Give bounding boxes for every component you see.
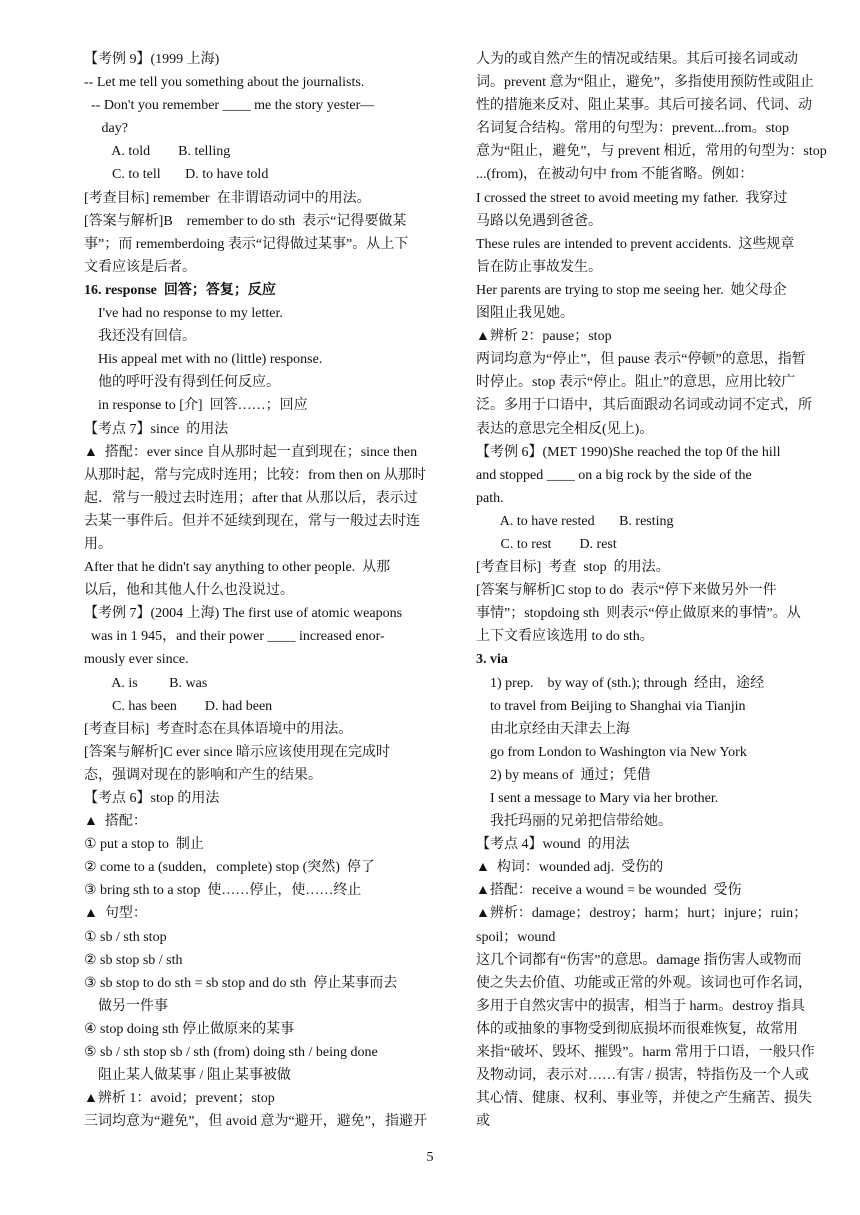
text-line: go from London to Washington via New York bbox=[476, 744, 747, 760]
text-line: ② sb stop sb / sth bbox=[84, 952, 183, 968]
text-line: 态，强调对现在的影响和产生的结果。 bbox=[84, 767, 322, 783]
text-line: ⑤ sb / sth stop sb / sth (from) doing sth / being done bbox=[84, 1045, 378, 1061]
text-line: 表达的意思完全相反(见上)。 bbox=[476, 421, 654, 437]
text-line: was in 1 945，and their power ____ increased enor- bbox=[84, 629, 385, 645]
text-line: C. to rest D. rest bbox=[476, 536, 617, 552]
text-line: 三词均意为“避免”，但 avoid 意为“避开，避免”，指避开 bbox=[84, 1114, 427, 1130]
text-line: ③ sb stop to do sth = sb stop and do sth 停止某事而去 bbox=[84, 975, 398, 991]
text-line: 名词复合结构。常用的句型为：prevent...from。stop bbox=[476, 121, 790, 137]
text-line: 16. response 回答；答复；反应 bbox=[84, 282, 276, 298]
page-number: 5 bbox=[426, 1150, 434, 1165]
text-line: 文看应该是后者。 bbox=[84, 259, 196, 275]
text-line: A. is B. was bbox=[84, 675, 208, 691]
text-line: 上下文看应该选用 to do sth。 bbox=[476, 629, 654, 645]
text-line: I've had no response to my letter. bbox=[84, 306, 283, 322]
text-line: 3. via bbox=[476, 652, 508, 668]
text-line: 做另一件事 bbox=[84, 998, 168, 1014]
text-line: to travel from Beijing to Shanghai via Tianjin bbox=[476, 698, 746, 714]
text-line: After that he didn't say anything to other people. 从那 bbox=[84, 560, 391, 576]
text-line: 来指“破坏、毁坏、摧毁”。harm 常用于口语，一般只作 bbox=[476, 1045, 815, 1061]
text-line: ① sb / sth stop bbox=[84, 929, 167, 945]
text-line: 这几个词都有“伤害”的意思。damage 指伤害人或物而 bbox=[476, 952, 802, 968]
text-line: ▲辨析：damage；destroy；harm；hurt；injure；ruin； bbox=[476, 906, 808, 922]
text-line: 多用于自然灾害中的损害，相当于 harm。destroy 指具 bbox=[476, 998, 805, 1014]
text-line: 时停止。stop 表示“停止。阻止”的意思，应用比较广 bbox=[476, 375, 796, 391]
text-line: 【考点 6】stop 的用法 bbox=[84, 791, 220, 806]
text-line: 及物动词，表示对……有害 / 损害，特指伤及一个人或 bbox=[476, 1068, 809, 1084]
text-line: ...(from)，在被动句中 from 不能省略。例如： bbox=[476, 167, 754, 183]
text-line: [考查目标] 考查时态在具体语境中的用法。 bbox=[84, 721, 353, 737]
text-line: 意为“阻止，避免”，与 prevent 相近，常用的句型为：stop bbox=[476, 144, 827, 160]
text-line: path. bbox=[476, 490, 504, 506]
text-line: 词。prevent 意为“阻止，避免”，多指使用预防性或阻止 bbox=[476, 75, 814, 91]
text-line: I crossed the street to avoid meeting my father. 我穿过 bbox=[476, 190, 788, 206]
text-line: -- Let me tell you something about the journalists. bbox=[84, 75, 365, 91]
right-column bbox=[476, 48, 834, 1133]
text-line: 我托玛丽的兄弟把信带给她。 bbox=[476, 814, 672, 830]
text-line: 【考例 9】(1999 上海) bbox=[84, 52, 220, 67]
text-line: A. told B. telling bbox=[84, 144, 231, 160]
text-line: 其心情、健康、权利、事业等，并使之产生痛苦、损失 bbox=[476, 1091, 812, 1107]
text-line: [答案与解析]C stop to do 表示“停下来做另外一件 bbox=[476, 583, 777, 599]
text-line: 性的措施来反对、阻止某事。其后可接名词、代词、动 bbox=[476, 98, 812, 114]
text-line: ▲ 构词：wounded adj. 受伤的 bbox=[476, 860, 664, 876]
text-line: 人为的或自然产生的情况或结果。其后可接名词或动 bbox=[476, 52, 798, 67]
text-line: 1) prep. by way of (sth.); through 经由，途经 bbox=[476, 675, 765, 691]
text-line: 他的呼吁没有得到任何反应。 bbox=[84, 375, 280, 391]
text-line: 使之失去价值、功能或正常的外观。该词也可作名词， bbox=[476, 975, 812, 991]
text-line: spoil；wound bbox=[476, 929, 556, 945]
text-line: ③ bring sth to a stop 使……停止，使……终止 bbox=[84, 883, 362, 899]
text-line: in response to [介] 回答……；回应 bbox=[84, 398, 308, 414]
text-line: 去某一事件后。但并不延续到现在，常与一般过去时连 bbox=[84, 513, 420, 529]
text-line: [考查目标] 考查 stop 的用法。 bbox=[476, 560, 670, 576]
text-line: A. to have rested B. resting bbox=[476, 513, 674, 529]
text-line: and stopped ____ on a big rock by the side of the bbox=[476, 467, 752, 483]
text-line: 用。 bbox=[84, 536, 112, 552]
text-line: -- Don't you remember ____ me the story yester— bbox=[84, 98, 375, 114]
text-line: 旨在防止事故发生。 bbox=[476, 259, 602, 275]
text-line: ④ stop doing sth 停止做原来的某事 bbox=[84, 1021, 295, 1037]
text-line: 2) by means of 通过；凭借 bbox=[476, 767, 651, 783]
text-line: ▲ 搭配：ever since 自从那时起一直到现在；since then bbox=[84, 444, 418, 460]
left-column bbox=[84, 48, 444, 1133]
text-line: ② come to a (sudden，complete) stop (突然) 停了 bbox=[84, 860, 375, 876]
text-line: 以后，他和其他人什么也没说过。 bbox=[84, 583, 294, 599]
text-line: I sent a message to Mary via her brother. bbox=[476, 791, 719, 806]
text-line: 我还没有回信。 bbox=[84, 329, 196, 345]
text-line: C. to tell D. to have told bbox=[84, 167, 269, 183]
text-line: day? bbox=[84, 121, 128, 137]
text-line: C. has been D. had been bbox=[84, 698, 273, 714]
text-line: 从那时起，常与完成时连用；比较：from then on 从那时 bbox=[84, 467, 426, 483]
text-line: ① put a stop to 制止 bbox=[84, 837, 204, 853]
text-line: 图阻止我见她。 bbox=[476, 306, 574, 322]
text-line: 【考点 4】wound 的用法 bbox=[476, 837, 630, 853]
text-line: 【考例 7】(2004 上海) The first use of atomic weapons bbox=[84, 606, 403, 622]
text-line: [考查目标] remember 在非谓语动词中的用法。 bbox=[84, 190, 371, 206]
text-line: 事情”；stopdoing sth 则表示“停止做原来的事情”。从 bbox=[476, 606, 801, 622]
text-line: 体的或抽象的事物受到彻底损坏而很难恢复，故常用 bbox=[476, 1021, 798, 1037]
text-line: [答案与解析]B remember to do sth 表示“记得要做某 bbox=[84, 213, 407, 229]
text-line: ▲ 搭配： bbox=[84, 814, 147, 830]
text-line: 由北京经由天津去上海 bbox=[476, 721, 630, 737]
text-line: mously ever since. bbox=[84, 652, 189, 668]
text-line: His appeal met with no (little) response. bbox=[84, 352, 323, 368]
text-line: 泛。多用于口语中，其后面跟动名词或动词不定式，所 bbox=[476, 398, 812, 414]
text-line: These rules are intended to prevent accidents. 这些规章 bbox=[476, 236, 795, 252]
text-line: ▲ 句型： bbox=[84, 906, 147, 922]
text-line: ▲搭配：receive a wound = be wounded 受伤 bbox=[476, 883, 742, 899]
text-line: ▲辨析 1：avoid；prevent；stop bbox=[84, 1091, 275, 1107]
text-line: 两词均意为“停止”，但 pause 表示“停顿”的意思，指暂 bbox=[476, 352, 806, 368]
text-line: 事”；而 rememberdoing 表示“记得做过某事”。从上下 bbox=[84, 236, 409, 252]
text-line: ▲辨析 2：pause；stop bbox=[476, 329, 612, 345]
text-line: 阻止某人做某事 / 阻止某事被做 bbox=[84, 1068, 291, 1084]
text-line: 或 bbox=[476, 1114, 490, 1130]
text-line: 马路以免遇到爸爸。 bbox=[476, 213, 602, 229]
text-line: Her parents are trying to stop me seeing her. 她父母企 bbox=[476, 282, 787, 298]
text-line: 【考点 7】since 的用法 bbox=[84, 421, 229, 437]
text-line: [答案与解析]C ever since 暗示应该使用现在完成时 bbox=[84, 744, 391, 760]
text-line: 【考例 6】(MET 1990)She reached the top 0f the hill bbox=[476, 444, 781, 460]
text-line: 起．常与一般过去时连用；after that 从那以后，表示过 bbox=[84, 490, 418, 506]
